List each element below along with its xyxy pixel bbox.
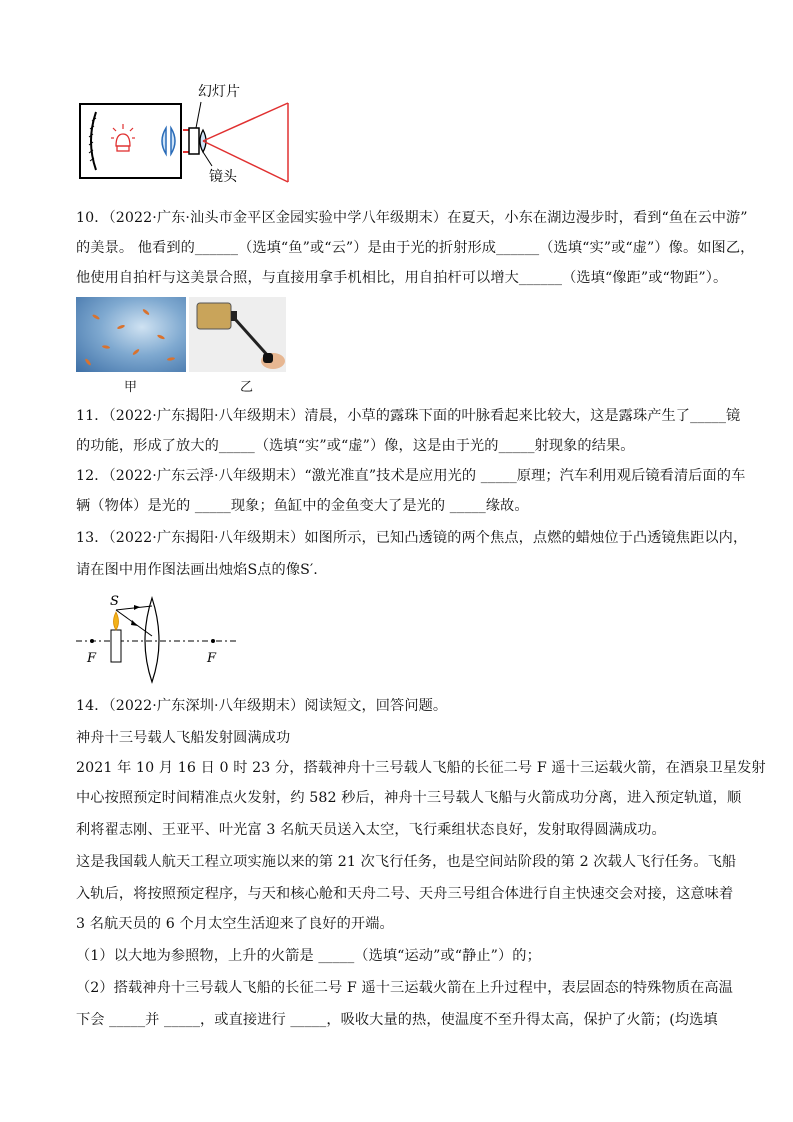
point-s-label: S bbox=[110, 594, 119, 609]
slide-label: 幻灯片 bbox=[198, 84, 240, 100]
focus-left-label: F bbox=[87, 651, 97, 666]
q10-line-3: 他使用自拍杆与这美景合照，与直接用拿手机相比，用自拍杆可以增大______（选填“像距”或“物距”）。 bbox=[76, 270, 728, 286]
q12-line-1: 12．（2022·广东云浮·八年级期末）“激光准直”技术是应用光的 _____原理；汽车利用观后镜看清后面的车 bbox=[76, 468, 746, 484]
q14-sub-1: （1）以大地为参照物，上升的火箭是 _____（选填“运动”或“静止”）的； bbox=[76, 948, 541, 964]
caption-b: 乙 bbox=[240, 380, 254, 395]
q12-line-2: 辆（物体）是光的 _____现象；鱼缸中的金鱼变大了是光的 _____缘故。 bbox=[76, 498, 529, 514]
selfie-stick-photo bbox=[189, 297, 286, 372]
focus-right-label: F bbox=[207, 651, 217, 666]
q14-line-1: 14．（2022·广东深圳·八年级期末）阅读短文，回答问题。 bbox=[76, 698, 448, 714]
lens-label: 镜头 bbox=[209, 169, 237, 185]
q14-line-5: 利将翟志刚、王亚平、叶光富 3 名航天员送入太空，飞行乘组状态良好，发射取得圆满成功。 bbox=[76, 822, 666, 838]
convex-lens-diagram bbox=[76, 586, 246, 686]
q10-line-1: 10．（2022·广东·汕头市金平区金园实验中学八年级期末）在夏天，小东在湖边漫步时，看到“鱼在云中游” bbox=[76, 210, 748, 226]
caption-a: 甲 bbox=[124, 380, 138, 395]
q10-line-2: 的美景。 他看到的______（选填“鱼”或“云”）是由于光的折射形成______（选填“实”或“虚”）像。如图乙， bbox=[76, 240, 755, 256]
projector-diagram bbox=[76, 78, 316, 188]
q14-line-8: 3 名航天员的 6 个月太空生活迎来了良好的开端。 bbox=[76, 916, 394, 932]
q13-line-1: 13．（2022·广东揭阳·八年级期末）如图所示，已知凸透镜的两个焦点，点燃的蜡烛位于凸透镜焦距以内， bbox=[76, 530, 748, 546]
q11-line-1: 11．（2022·广东揭阳·八年级期末）清晨，小草的露珠下面的叶脉看起来比较大，这是露珠产生了_____镜 bbox=[76, 408, 741, 424]
bulb-icon bbox=[111, 124, 135, 151]
q14-sub-2-line-1: （2）搭载神舟十三号载人飞船的长征二号 F 遥十三运载火箭在上升过程中，表层固态的特殊物质在高温 bbox=[76, 980, 733, 996]
fish-clouds-photo bbox=[76, 297, 186, 372]
q14-line-7: 入轨后，将按照预定程序，与天和核心舱和天舟二号、天舟三号组合体进行自主快速交会对接，这意味着 bbox=[76, 886, 734, 902]
q14-line-6: 这是我国载人航天工程立项实施以来的第 21 次飞行任务，也是空间站阶段的第 2 次载人飞行任务。飞船 bbox=[76, 854, 737, 870]
q14-line-3: 2021 年 10 月 16 日 0 时 23 分，搭载神舟十三号载人飞船的长征二号 F 遥十三运载火箭，在酒泉卫星发射 bbox=[76, 760, 766, 776]
q14-sub-2-line-2: 下会 _____并 _____，或直接进行 _____，吸收大量的热，使温度不至升得太高，保护了火箭；(均选填 bbox=[76, 1012, 718, 1028]
q13-line-2: 请在图中用作图法画出烛焰S点的像S′. bbox=[76, 562, 318, 578]
q11-line-2: 的功能，形成了放大的_____（选填“实”或“虚”）像，这是由于光的_____射现象的结果。 bbox=[76, 438, 635, 454]
q14-article-title: 神舟十三号载人飞船发射圆满成功 bbox=[76, 730, 291, 746]
q14-line-4: 中心按照预定时间精准点火发射，约 582 秒后，神舟十三号载人飞船与火箭成功分离，进入预定轨道，顺 bbox=[76, 790, 742, 806]
